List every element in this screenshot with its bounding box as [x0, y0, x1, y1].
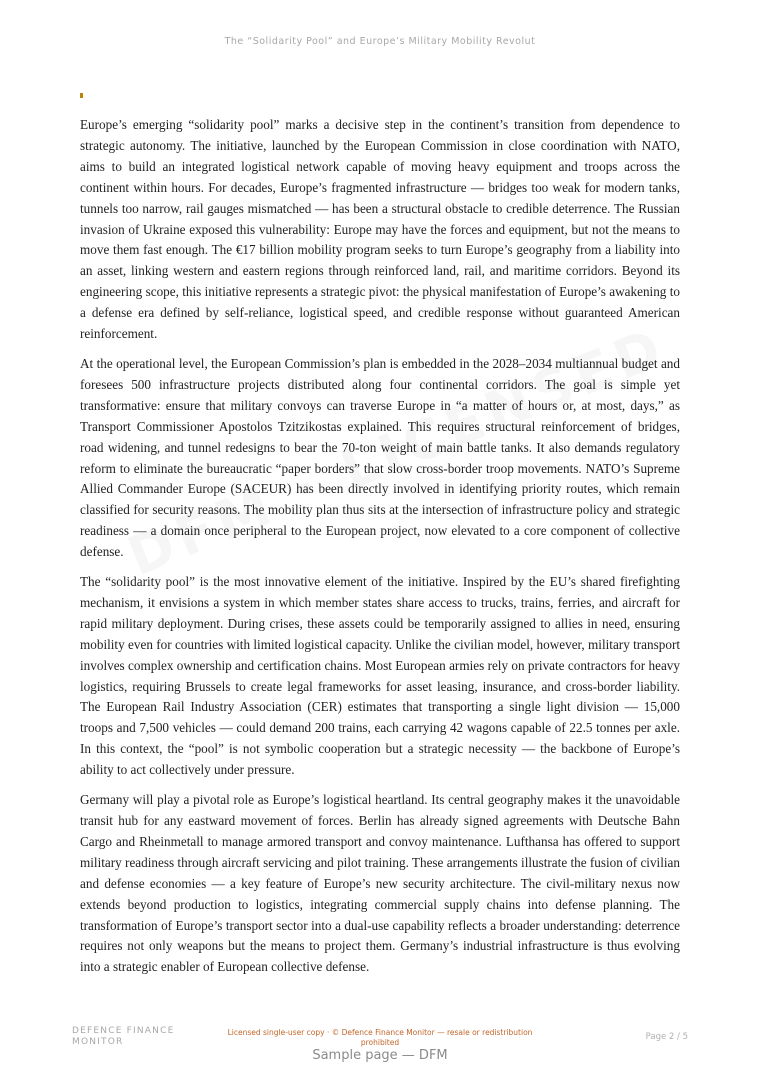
paragraph-3: The “solidarity pool” is the most innovative element of the initiative. Inspired by the EU’s shared firefighting mechanism, it envisions a system in which member states share access to trucks, trains, ferries, and aircraft for rapid military deployment. During crises, these assets could be temporarily assigned to allies in need, ensuring mobility even for countries with limited logistical capacity. Unlike the civilian model, however, military transport involves complex ownership and certification chains. Most European armies rely on private contractors for heavy logistics, requiring Brussels to create legal frameworks for asset leasing, insurance, and cross-border liability. The European Rail Industry Association (CER) estimates that transporting a single light division — 15,000 troops and 7,500 vehicles — could demand 200 trains, each carrying 42 wagons capable of 22.5 tonnes per axle. In this context, the “pool” is not symbolic cooperation but a strategic necessity — the backbone of Europe’s ability to act collectively under pressure.: [80, 574, 680, 778]
paragraph-2: At the operational level, the European Commission’s plan is embedded in the 2028–2034 multiannual budget and foresees 500 infrastructure projects distributed along four continental corridors. The goal is simple yet transformative: ensure that military convoys can traverse Europe in “a matter of hours or, at most, days,” as Transport Commissioner Apostolos Tzitzikostas explained. This requires structural reinforcement of bridges, road widening, and tunnel redesigns to bear the 70-ton weight of main battle tanks. It also demands regulatory reform to eliminate the bureaucratic “paper borders” that slow cross-border troop movements. NATO’s Supreme Allied Commander Europe (SACEUR) has been directly involved in identifying priority routes, which remain classified for security reasons. The mobility plan thus sits at the intersection of infrastructure policy and strategic readiness — a domain once peripheral to the European project, now elevated to a core component of collective defense.: [80, 355, 680, 560]
publisher-name-line-2: MONITOR: [72, 1037, 124, 1047]
publisher-name: [72, 1026, 212, 1048]
section-accent-mark: [80, 93, 83, 98]
paragraph-1: Europe’s emerging “solidarity pool” marks a decisive step in the continent’s transition from dependence to strategic autonomy. The initiative, launched by the European Commission in close coordination with NATO, aims to build an integrated logistical network capable of moving heavy equipment and troops across the continent within hours. For decades, Europe’s fragmented infrastructure — bridges too weak for modern tanks, tunnels too narrow, rail gauges mismatched — has been a structural obstacle to credible deterrence. The Russian invasion of Ukraine exposed this vulnerability: Europe may have the forces and equipment, but not the means to move them fast enough. The €17 billion mobility program seeks to turn Europe’s geography from a liability into an asset, linking western and eastern regions through reinforced land, rail, and maritime corridors. Beyond its engineering scope, this initiative represents a strategic pivot: the physical manifestation of Europe’s awakening to a defense era defined by self-reliance, logistical speed, and credible response without guaranteed American reinforcement.: [80, 117, 680, 342]
sample-caption: Sample page — DFM: [312, 1048, 448, 1063]
paragraph-4: Germany will play a pivotal role as Europe’s logistical heartland. Its central geography makes it the unavoidable transit hub for any eastward movement of forces. Berlin has already signed agreements with Deutsche Bahn Cargo and Rheinmetall to manage armored transport and convoy maintenance. Lufthansa has offered to support military readiness through aircraft servicing and pilot training. These arrangements illustrate the fusion of civilian and defense economies — a key feature of Europe’s new security architecture. The civil-military nexus now extends beyond production to logistics, integrating commercial supply chains into defense planning. The transformation of Europe’s transport sector into a dual-use capability reflects a broader understanding: deterrence requires not only weapons but the means to project them. Germany’s industrial infrastructure is thus evolving into a strategic enabler of European collective defense.: [80, 792, 680, 975]
running-header: The “Solidarity Pool” and Europe’s Military Mobility Revolut: [224, 36, 536, 47]
article-body: [80, 115, 680, 987]
page-number: Page 2 / 5: [645, 1032, 688, 1042]
publisher-name-line-1: DEFENCE FINANCE: [72, 1026, 175, 1036]
license-notice: Licensed single-user copy · © Defence Finance Monitor — resale or redistribution prohibited: [227, 1028, 533, 1047]
